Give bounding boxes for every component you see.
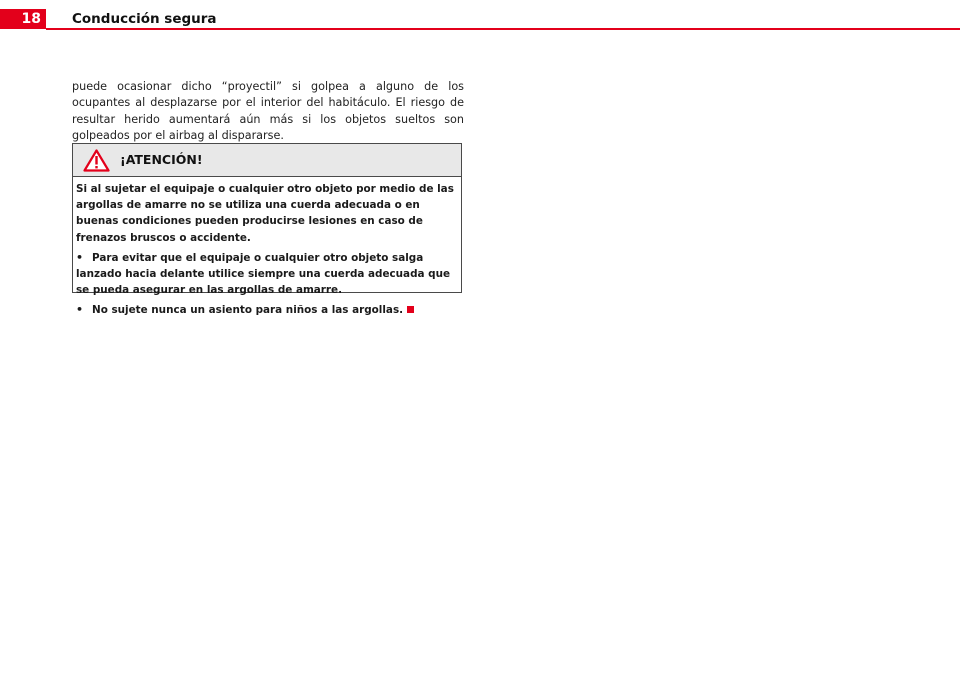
warning-header: [73, 144, 461, 177]
page-number: 18: [0, 9, 46, 29]
warning-intro: Si al sujetar el equipaje o cualquier otro objeto por medio de las argollas de amarre no se utiliza una cuerda adecuada o en buenas condiciones pueden producirse lesiones en caso de frenazos bruscos o accidente.: [76, 183, 454, 244]
warning-box: [72, 143, 462, 317]
page-title: Conducción segura: [72, 11, 217, 27]
bullet-marker: •: [76, 250, 84, 264]
warning-content: [73, 177, 461, 319]
header-divider: [46, 28, 960, 30]
bullet-marker: •: [76, 303, 84, 317]
warning-bullet-item: [76, 250, 456, 299]
body-paragraph: puede ocasionar dicho “proyectil” si golpea a alguno de los ocupantes al desplazarse por el interior del habitáculo. El riesgo de resultar herido aumentará aún más si los objetos sueltos son golpeados por el airbag al dispararse.: [72, 80, 464, 142]
end-of-section-icon: [407, 306, 414, 313]
page-header: [0, 0, 960, 31]
warning-title: ¡ATENCIÓN!: [120, 152, 203, 167]
warning-triangle-icon: [83, 149, 110, 172]
warning-bullet-text: No sujete nunca un asiento para niños a las argollas.: [92, 304, 404, 317]
warning-bullet-item: [76, 302, 456, 318]
warning-bullet-text: Para evitar que el equipaje o cualquier otro objeto salga lanzado hacia delante utilice siempre una cuerda adecuada que se pueda asegurar en las argollas de amarre.: [76, 251, 451, 297]
